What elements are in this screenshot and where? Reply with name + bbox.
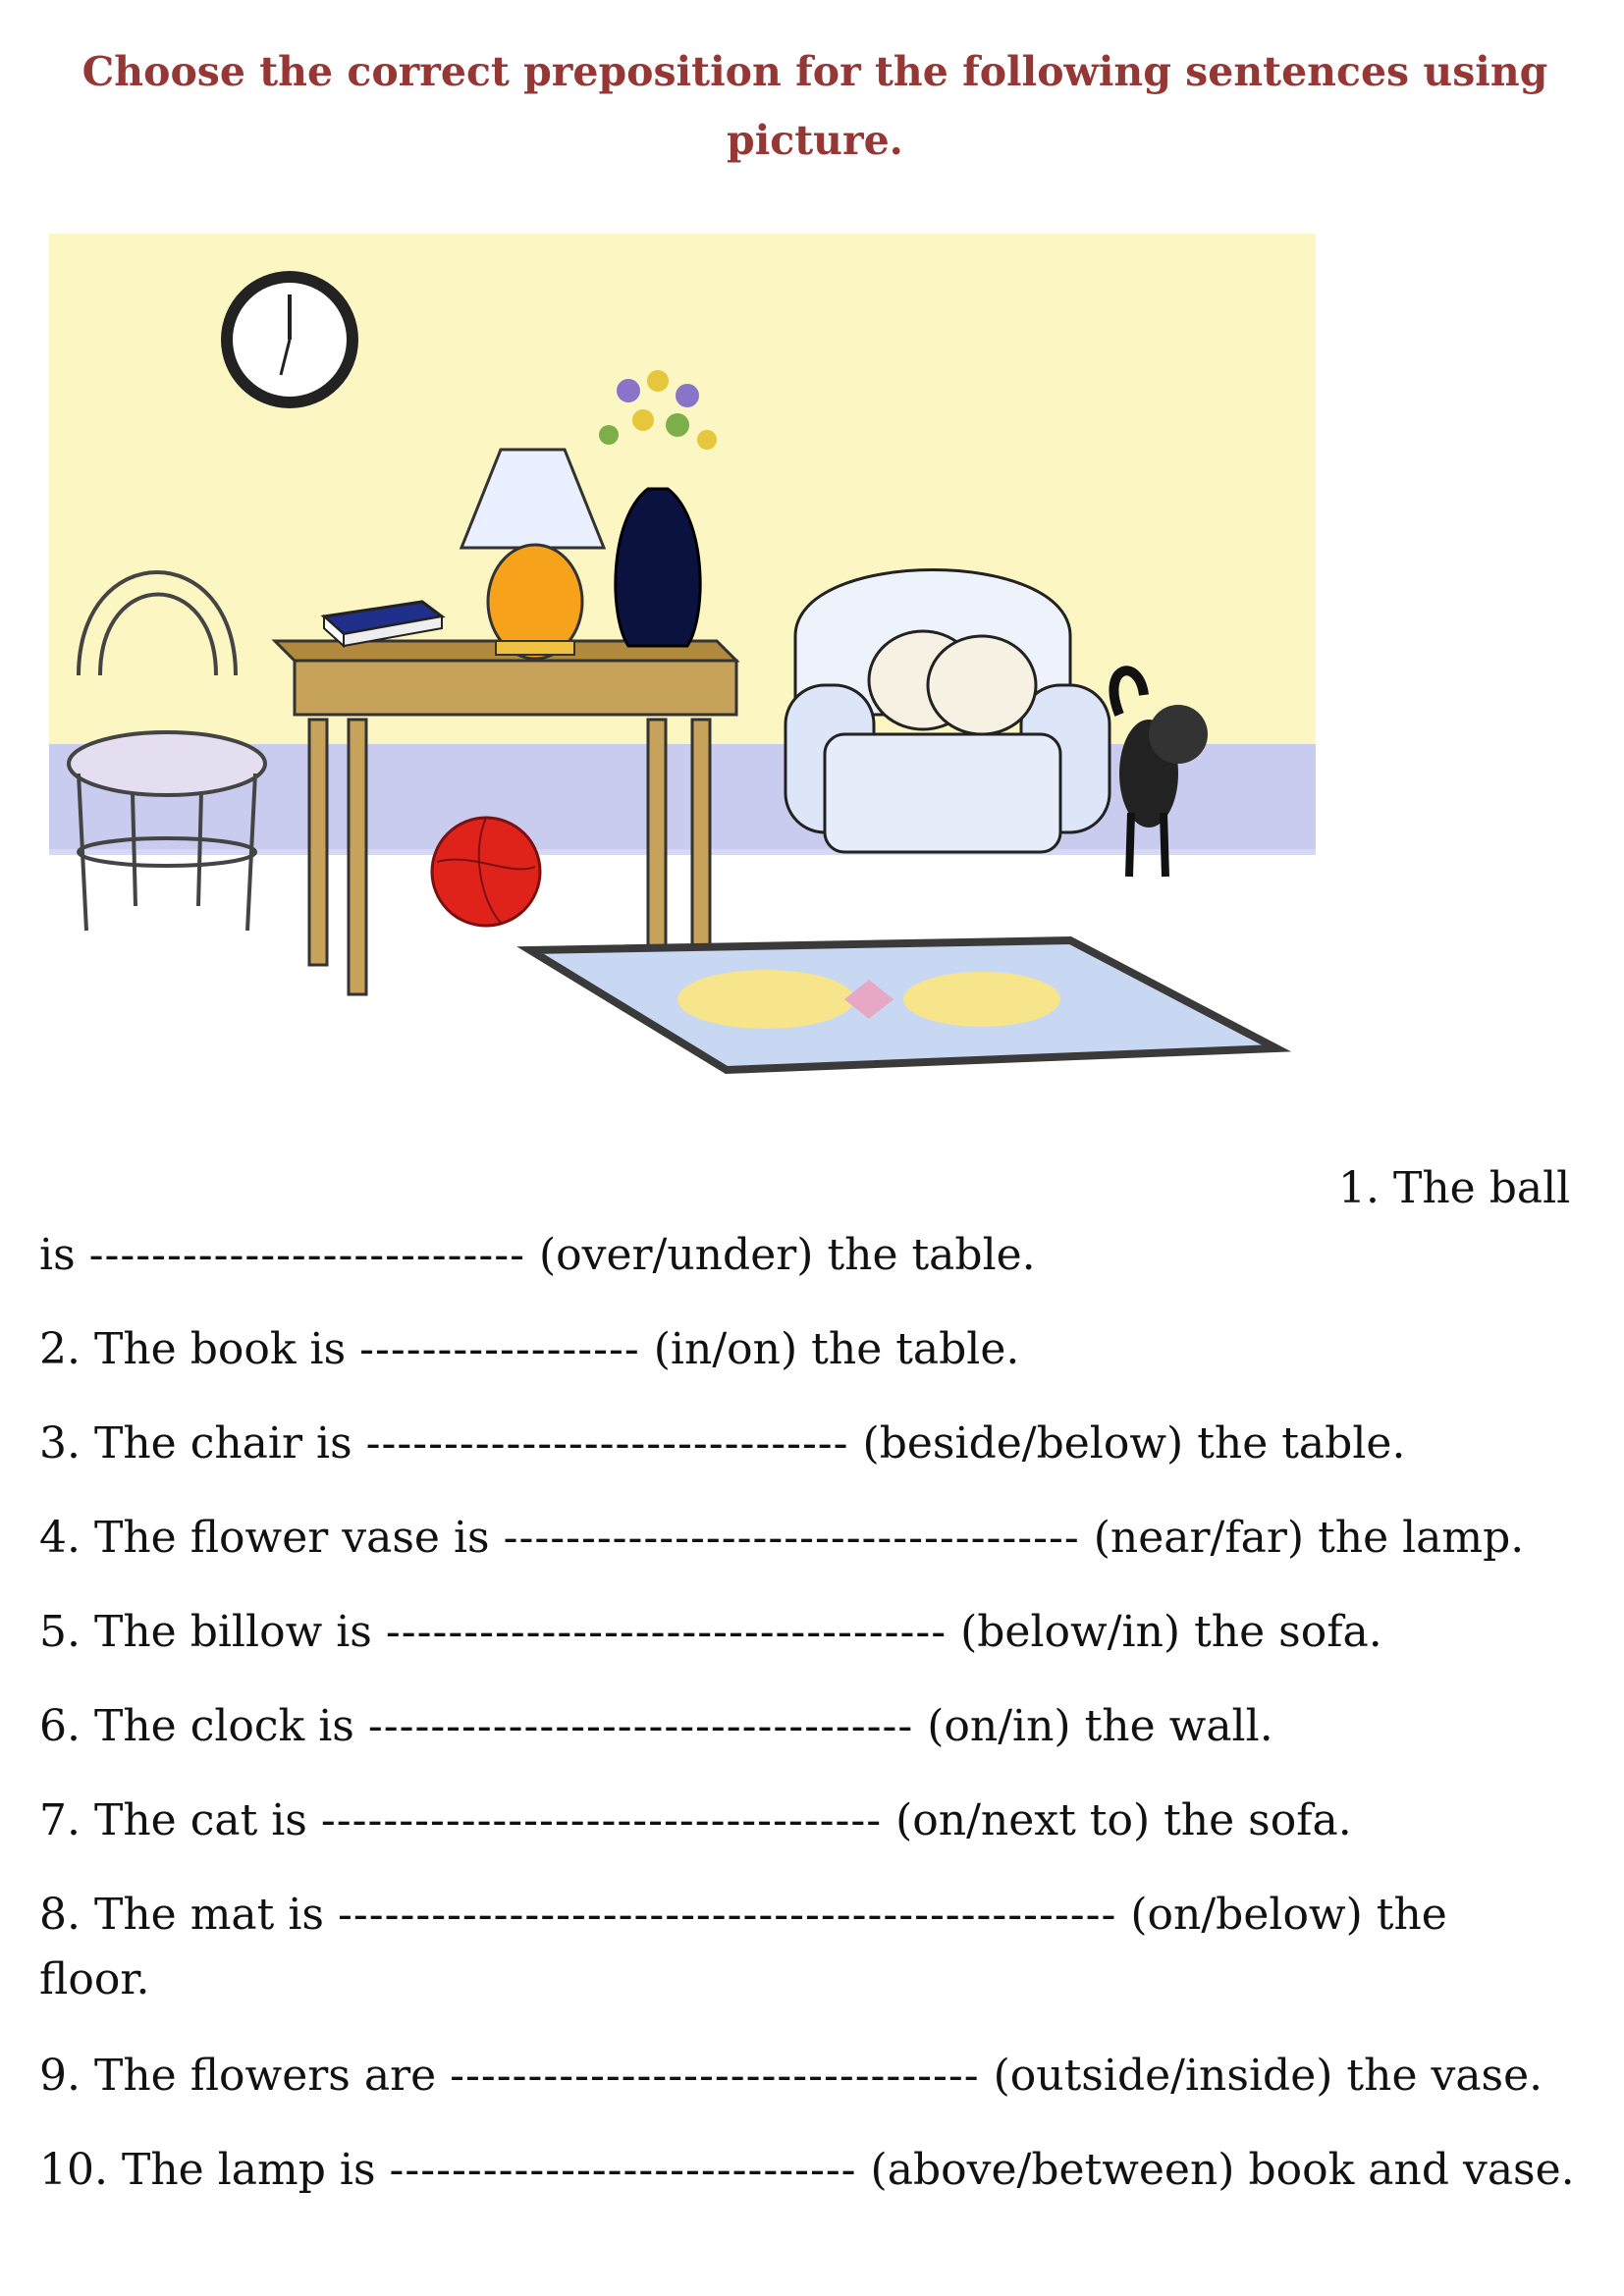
answer-blank[interactable]: ---------------------------------- [450, 2051, 980, 2101]
question-8-line-2 [39, 1948, 150, 2012]
preposition-options: (below/in) [960, 1607, 1181, 1657]
answer-blank[interactable]: ------------------------------ [389, 2145, 857, 2195]
preposition-options: (over/under) [538, 1230, 814, 1280]
question-3 [39, 1412, 1405, 1476]
answer-blank[interactable]: ------------------------------- [365, 1418, 849, 1468]
question-10 [39, 2138, 1575, 2203]
question-number: 7. [39, 1795, 81, 1845]
question-6 [39, 1694, 1273, 1759]
preposition-options: (beside/below) [862, 1418, 1184, 1468]
question-5 [39, 1600, 1382, 1665]
question-end: the table. [811, 1324, 1020, 1374]
preposition-options: (on/in) [927, 1701, 1071, 1751]
question-stem: The billow is [93, 1607, 372, 1657]
answer-blank[interactable]: ------------------ [359, 1324, 640, 1374]
question-stem: is [39, 1230, 76, 1280]
question-number: 10. [39, 2145, 108, 2195]
clock-icon [221, 271, 358, 408]
question-end: the table. [1197, 1418, 1406, 1468]
question-end: the vase. [1346, 2051, 1543, 2101]
question-number: 9. [39, 2051, 81, 2101]
question-1-line-1 [1338, 1156, 1570, 1221]
question-number: 4. [39, 1513, 81, 1563]
answer-blank[interactable]: ---------------------------- [88, 1230, 525, 1280]
question-stem: The book is [93, 1324, 347, 1374]
question-stem: The lamp is [121, 2145, 376, 2195]
preposition-options: (near/far) [1093, 1513, 1305, 1563]
question-end: the wall. [1084, 1701, 1273, 1751]
preposition-options: (on/next to) [895, 1795, 1151, 1845]
question-stem: The cat is [93, 1795, 307, 1845]
question-7 [39, 1789, 1352, 1853]
question-end: the [1376, 1890, 1447, 1940]
question-number: 1. [1338, 1163, 1380, 1213]
question-end: the lamp. [1318, 1513, 1525, 1563]
page-title: Choose the correct preposition for the following sentences using picture. [81, 48, 1548, 164]
answer-blank[interactable]: -------------------------------------------------- [337, 1890, 1117, 1940]
answer-blank[interactable]: ----------------------------------- [367, 1701, 914, 1751]
question-end: the table. [827, 1230, 1036, 1280]
question-8-line-1 [39, 1883, 1447, 1948]
question-number: 5. [39, 1607, 81, 1657]
question-stem: The mat is [93, 1890, 324, 1940]
question-4 [39, 1506, 1524, 1571]
question-stem: The flowers are [93, 2051, 437, 2101]
question-end: book and vase. [1248, 2145, 1575, 2195]
question-end: floor. [39, 1954, 150, 2004]
question-number: 8. [39, 1890, 81, 1940]
question-end: the sofa. [1164, 1795, 1352, 1845]
answer-blank[interactable]: ------------------------------------- [503, 1513, 1080, 1563]
question-number: 3. [39, 1418, 81, 1468]
question-stem: The chair is [93, 1418, 352, 1468]
question-2 [39, 1317, 1019, 1382]
question-number: 6. [39, 1701, 81, 1751]
preposition-options: (in/on) [653, 1324, 798, 1374]
preposition-options: (outside/inside) [993, 2051, 1333, 2101]
question-number: 2. [39, 1324, 81, 1374]
room-illustration [39, 224, 1316, 1148]
question-stem: The flower vase is [93, 1513, 490, 1563]
question-end: the sofa. [1194, 1607, 1382, 1657]
question-1-line-2 [39, 1223, 1036, 1288]
preposition-options: (above/between) [870, 2145, 1235, 2195]
question-stem: The ball [1392, 1163, 1571, 1213]
ball-icon [432, 818, 540, 926]
answer-blank[interactable]: ------------------------------------ [320, 1795, 883, 1845]
answer-blank[interactable]: ------------------------------------ [385, 1607, 947, 1657]
question-9 [39, 2044, 1543, 2109]
question-stem: The clock is [93, 1701, 354, 1751]
preposition-options: (on/below) [1130, 1890, 1363, 1940]
sofa-icon [785, 570, 1110, 853]
